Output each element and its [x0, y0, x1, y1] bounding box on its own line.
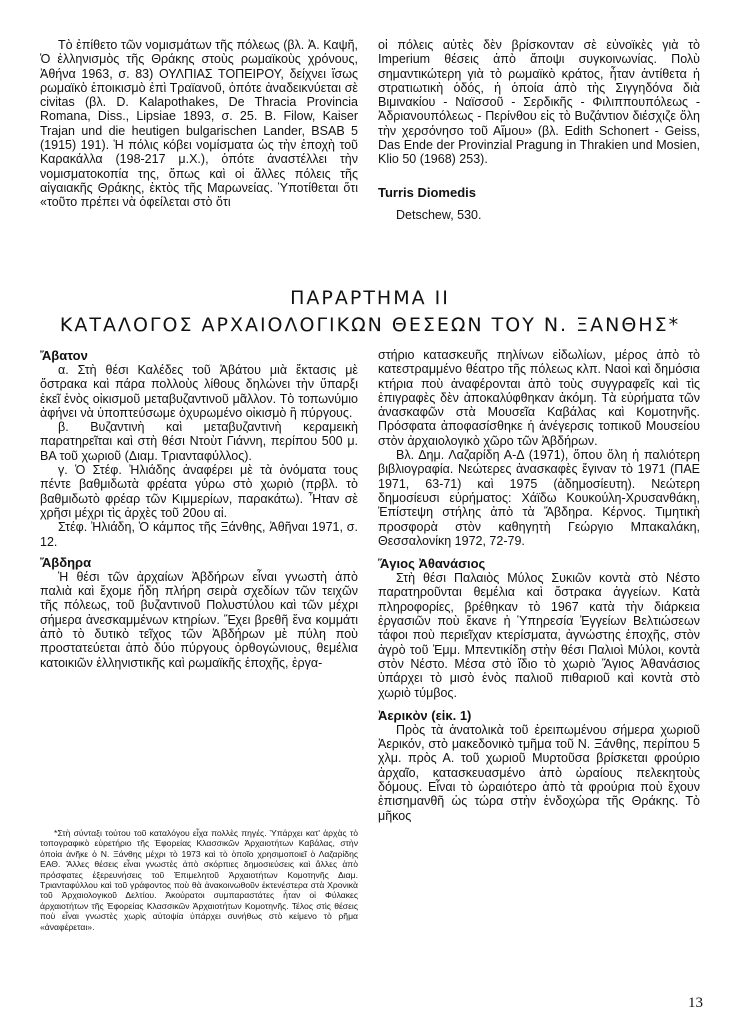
aerikon-paragraph: Πρὸς τὰ ἀνατολικὰ τοῦ ἐρειπωμένου σήμερα χωριοῦ Ἀερικόν, στὸ μακεδονικὸ τμῆμα τοῦ Ν. Ξάνθης, περίπου 5 χλμ. πρὸς Α. τοῦ χωριοῦ Μυρτοῦσα βρίσκεται φρούριο ἀρχαῖο, κατασκευασμένο ἀπὸ ὡραίους πελεκητοὺς δόμους. Εἶναι τὸ ὡραιότερο ἀπὸ τὰ φρούρια ποὺ ἔχουν ἐπισημανθῆ ὡς τώρα στὴν ἐνδοχώρα τῆς Θράκης. Τὸ μῆκος: [378, 722, 700, 823]
top-left-column: [40, 38, 358, 210]
turris-heading: Turris Diomedis: [378, 184, 477, 200]
agios-athanasios-paragraph: Στὴ θέσι Παλαιὸς Μύλος Συκιῶν κοντὰ στὸ Νέστο παρατηροῦνται θεμέλια καὶ ὄστρακα ἀγγείων. Κατὰ πληροφορίες, βρέθηκαν τὸ 1967 κατὰ τὴν διάρκεια ἐργασιῶν ποὺ ἔκανε ἡ Ὑπηρεσία Ἐγγείων Βελτιώσεων τάφοι ποὺ περιεῖχαν κτερίσματα, ἀγνώστης ἐποχῆς, στὸν ἀγρὸ τοῦ Ἐμμ. Μπεντικίδη στὴν θέσι Παλιοὶ Μύλοι, κοντὰ στὸν Νέστο. Μέσα στὸ ἴδιο τὸ χωριὸ Ἅγιος Ἀθανάσιος ὑπάρχει τὸ μισὸ ἑνὸς παλιοῦ πιθαριοῦ καὶ κοντὰ στὸ χωριὸ τύμβος.: [378, 571, 700, 700]
appendix-subtitle: ΚΑΤΑΛΟΓΟΣ ΑΡΧΑΙΟΛΟΓΙΚΩΝ ΘΕΣΕΩΝ ΤΟΥ Ν. ΞΑΝΘΗΣ*: [59, 314, 681, 336]
page-number: 13: [688, 995, 703, 1011]
avaton-paragraph-a: α. Στὴ θέσι Καλέδες τοῦ Ἀβάτου μιὰ ἔκτασις μὲ ὄστρακα καὶ πάρα πολλοὺς λίθους δηλώνει τὴν ὕπαρξι ἐκεῖ ἑνὸς οἰκισμοῦ μεταβυζαντινοῦ μᾶλλον. Τὸ τοπωνύμιο ἀφήνει νὰ ὑποπτεύσωμε ὀχυρωμένο οἰκισμὸ ἢ πύργους.: [40, 363, 358, 420]
lower-left-column: [40, 348, 358, 670]
entry-heading-agios-athanasios: Ἅγιος Ἀθανάσιος: [378, 556, 486, 572]
footnote: *Στὴ σύνταξι τούτου τοῦ καταλόγου εἶχα πολλὲς πηγές. Ὑπάρχει κατ' ἀρχὰς τὸ τοπογραφικὸ εὑρετήριο τῆς Ἐφορείας Κλασσικῶν Ἀρχαιοτήτων Καβάλας, στὴν ὁποία ἀνῆκε ὁ Ν. Ξάνθης μέχρι τὸ 1973 καὶ τὸ ὁποῖο χρησιμοποιεῖ ὁ Λαζαρίδης ΕΑΘ. Ἄλλες θέσεις εἶναι γνωστὲς ἀπὸ σκόρπιες δημοσιεύσεις καὶ ἄλλες ἀπὸ πρόσφατες ἐξερευνήσεις τοῦ Ἐπιμελητοῦ Ἀρχαιοτήτων Κομοτηνῆς Διαμ. Τριανταφύλλου καὶ τοῦ γράφοντος ποὺ θὰ ἀνακοινωθοῦν ἐκτενέστερα στὰ Χρονικὰ τοῦ Ἀρχαιολογικοῦ Δελτίου. Ἀκούρατοι συμπαραστάτες ἦταν οἱ Φύλακες ἀρχαιοτήτων τῆς Ἐφορείας Κλασσικῶν Ἀρχαιοτήτων Κομοτηνῆς. Τέλος στὶς θέσεις ποὺ εἶναι γνωστὲς χωρὶς αὐτοψία ὑπάρχει συνήθως στὸ κείμενο τὸ ρῆμα «ἀναφέρεται».: [40, 828, 358, 932]
avaton-paragraph-b: β. Βυζαντινὴ καὶ μεταβυζαντινὴ κεραμεικὴ παρατηρεῖται καὶ στὴ θέσι Ντοὺτ Γιάννη, περίπου 500 μ. ΒΑ τοῦ χωριοῦ (Διαμ. Τριανταφύλλος).: [40, 420, 358, 463]
lower-right-column: [378, 348, 700, 823]
footnote-block: [40, 828, 358, 932]
avaton-paragraph-c: γ. Ὁ Στέφ. Ἠλιάδης ἀναφέρει μὲ τὰ ὀνόματα τους πέντε βαθμιδωτὰ φρέατα γύρω στὸ χωριὸ (πρβλ. τὸ βαθμιδωτὸ φρέαρ τῶν Κιμμερίων, παρακάτω). Ἦταν σὲ χρῆσι μέχρι τὶς ἀρχὲς τοῦ 20ου αἰ.: [40, 463, 358, 520]
top-left-paragraph: Τὸ ἐπίθετο τῶν νομισμάτων τῆς πόλεως (βλ. Ἀ. Καψῆ, Ὁ ἐλληνισμὸς τῆς Θράκης στοὺς ρωμαϊκοὺς χρόνους, Ἀθήνα 1963, σ. 83) ΟΥΛΠΙΑΣ ΤΟΠΕΙΡΟΥ, δείχνει ἴσως ρωμαϊκὸ ἐποικισμὸ ἐπὶ Τραϊανοῦ, ὁπότε ἀναδεικνύεται σὲ civitas (βλ. D. Kalapothakes, De Thracia Provincia Romana, Diss., Lipsiae 1893, σ. 25. B. Filow, Kaiser Trajan und die heutigen bulgarischen Lander, BSAB 5 (1915) 191). Ἡ πόλις κόβει νομίσματα ὡς τὴν ἐποχὴ τοῦ Καρακάλλα (198-217 μ.Χ.), ὁπότε ἀναστέλλει τὴν νομισματοκοπία της, ὅπως καὶ οἱ ἄλλες πόλεις τῆς αἰγαιακῆς Θράκης, ἐκτὸς τῆς Μαρωνείας. Ὑποτίθεται ὅτι «τοῦτο πρέπει νὰ ὀφείλεται στὸ ὅτι: [40, 38, 358, 210]
entry-heading-avdira: Ἄβδηρα: [40, 554, 92, 570]
avdira-paragraph: Ἡ θέσι τῶν ἀρχαίων Ἀβδήρων εἶναι γνωστὴ ἀπὸ παλιὰ καὶ ἔχομε ἤδη πλήρη σειρὰ σχεδίων τῶν τειχῶν τῆς πόλεως, τοῦ βυζαντινοῦ Πολυστύλου καὶ τῶν μέχρι σήμερα ἀνεσκαμμένων κτηρίων. Ἔχει βρεθῆ ἕνα κομμάτι ἀπὸ τὸ δυτικὸ τεῖχος τῶν Ἀβδήρων μὲ πύλη ποὺ προστατεύεται ἀπὸ δύο πύργους ὀρθογώνιους, θεμέλια κατοικιῶν ἑλληνιστικῆς καὶ ρωμαϊκῆς ἐποχῆς, ἐργα-: [40, 569, 358, 670]
top-right-column: [378, 38, 700, 222]
entry-heading-aerikon: Ἀερικὸν (εἰκ. 1): [378, 707, 472, 723]
entry-heading-avaton: Ἄβατον: [40, 348, 88, 363]
appendix-title: ΠΑΡΑΡΤΗΜΑ ΙΙ: [290, 287, 450, 309]
turris-text: Detschew, 530.: [396, 207, 482, 222]
avdira-bibliography: Βλ. Δημ. Λαζαρίδη Α-Δ (1971), ὅπου ὅλη ἡ παλιότερη βιβλιογραφία. Νεώτερες ἀνασκαφὲς ἔγιναν τὸ 1971 (ΠΑΕ 1971, 63-71) καὶ 1975 (ἀδημοσίευτη). Νεώτερη δημοσίευσι εὑρήματος: Χάϊδω Κουκούλη-Χρυσανθάκη, Ἐπίστεψη στήλης ἀπὸ τὰ Ἄβδηρα. Κέρνος. Τιμητικὴ προσφορὰ στὸν καθηγητὴ Γεώργιο Μπακαλάκη, Θεσσαλονίκη 1972, 72-79.: [378, 448, 700, 548]
avaton-reference: Στέφ. Ἠλιάδη, Ὁ κάμπος τῆς Ξάνθης, Ἀθῆναι 1971, σ. 12.: [40, 520, 358, 549]
avdira-continuation: στήριο κατασκευῆς πηλίνων εἰδωλίων, μέρος ἀπὸ τὸ κατεστραμμένο θέατρο τῆς πόλεως κλπ. Ναοὶ καὶ δημόσια κτήρια ποὺ ἀναφέρονται ἀπὸ τοὺς συγγραφεῖς καὶ τὶς ἐπιγραφὲς δὲν ἀποκαλύφθηκαν ἀκόμη. Τὰ εὑρήματα τῶν ἀνασκαφῶν στὰ Μουσεῖα Καβάλας καὶ Κομοτηνῆς. Πρόσφατα ἀποφασίσθηκε ἡ ἀνέγερσις τοπικοῦ Μουσείου στὸν ἀρχαιολογικὸ χῶρο τῶν Ἀβδήρων.: [378, 348, 700, 448]
top-right-paragraph: οἱ πόλεις αὐτὲς δὲν βρίσκονταν σὲ εὐνοϊκὲς γιὰ τὸ Imperium θέσεις ἀπὸ ἄποψι συγκοινωνίας. Πολὺ σημαντικώτερη γιὰ τὸ ρωμαϊκὸ κράτος, ἦταν ἀντίθετα ἡ στρατιωτικὴ ὁδός, ἡ ὁποία ἀπὸ τὴς Σιγγηδόνα διὰ Βιμινακίου - Ναϊσσοῦ - Σερδικῆς - Φιλιππουπόλεως - Ἀδριανουπόλεως - Περίνθου εἰς τὸ Βυζάντιον διέσχιζε ὅλη τὴν χερσόνησο τοῦ Αἵμου» (βλ. Edith Schonert - Geiss, Das Ende der Provinzial Pragung in Thrakien und Mosien, Klio 50 (1968) 253).: [378, 38, 700, 167]
